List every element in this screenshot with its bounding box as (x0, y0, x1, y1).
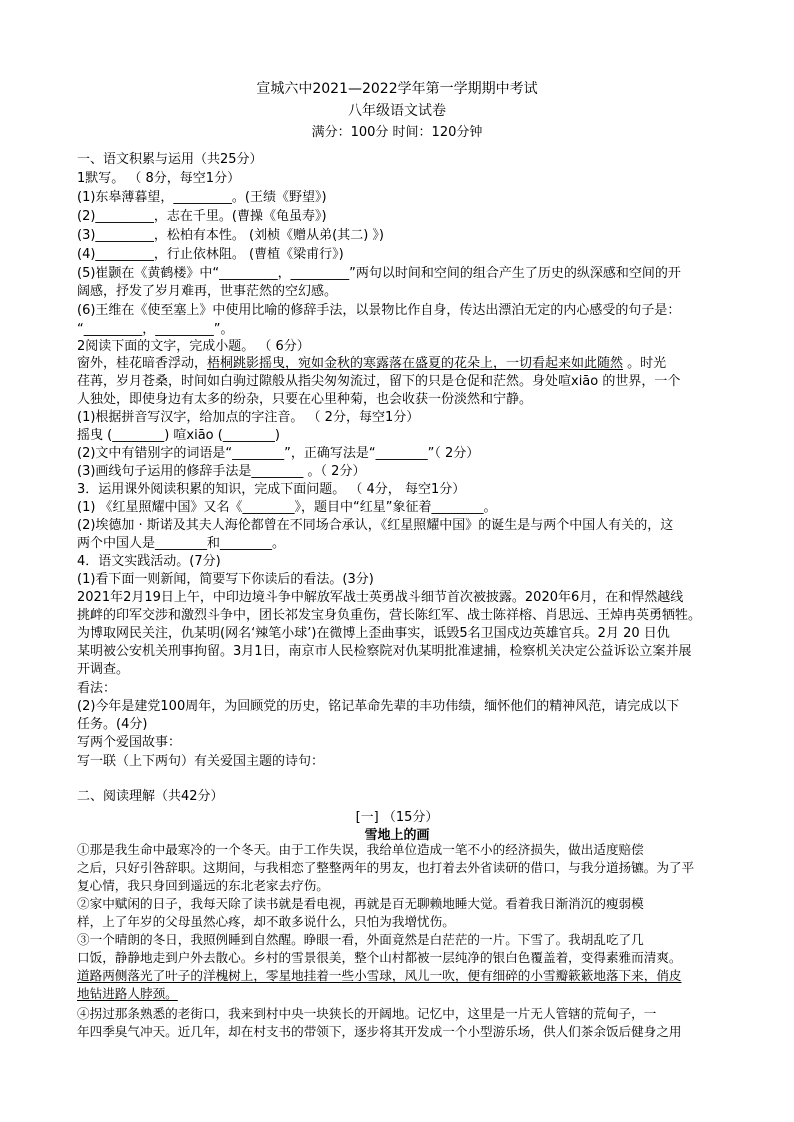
q3-line: 两个中国人是________和________。 (77, 536, 286, 551)
article-line: 年四季臭气冲天。近几年，却在村支书的带领下，逐步将其开发成一个小型游乐场，供人们茶余饭后健身之用 (77, 1024, 682, 1039)
q4-line: 为博取网民关注，仇某明(网名‘辣笔小球’)在微博上歪曲事实，诋毁5名卫国戍边英雄官兵。2月 20 日仇 (77, 626, 670, 641)
q1-line: 阔感，抒发了岁月难再，世事茫然的空幻感。 (77, 284, 338, 299)
q1-line: “_________，_________”。 (77, 322, 234, 337)
q1-line: (2)_________，志在千里。(曹操《龟虽寿》) (77, 209, 327, 224)
q4-line: 某明被公安机关刑事拘留。3月1日，南京市人民检察院对仇某明批准逮捕，检察机关决定公益诉讼立案并展 (77, 644, 692, 659)
q1-line: (3)_________，松柏有本性。 (刘桢《赠从弟(其二) 》) (77, 228, 384, 243)
q4-line: 任务。(4分) (77, 717, 148, 732)
article-line: ③一个晴朗的冬日，我照例睡到自然醒。睁眼一看，外面竟然是白茫茫的一片。下雪了。我胡乱吃了几 (77, 932, 644, 947)
underlined-article-line: 地钻进路人脖颈。 (77, 986, 178, 1001)
q2-title: 2阅读下面的文字，完成小题。 （ 6分） (77, 339, 310, 354)
section-label: [一] （15分） (355, 810, 439, 825)
q2-passage-line: 人独处，即使身边有太多的纷杂，只要在心里种菊，也会收获一份淡然和宁静。 (77, 392, 533, 407)
underlined-article-line: 道路两侧落光了叶子的洋槐树上，零星地挂着一些小雪球，风儿一吹，便有细碎的小雪瓣簌簌地落下来，俏皮 (77, 968, 682, 983)
q2-sub-line: 摇曳 (________) 喧xiāo (________) (77, 428, 280, 443)
q4-line: (1)看下面一则新闻，简要写下你读后的看法。(3分) (77, 572, 374, 587)
q2-sub-line: (2)文中有错别字的词语是“________”，正确写法是“________”（ 2分） (77, 446, 480, 461)
exam-title: 宣城六中2021—2022学年第一学期期中考试 (256, 81, 538, 97)
score-time: 满分：100分 时间：120分钟 (311, 125, 483, 140)
q1-line: (4)_________，行止依林阻。 (曹植《梁甫行》) (77, 247, 344, 262)
part1-heading: 一、语文积累与运用（共25分） (77, 152, 263, 167)
q3-line: (2)埃德加 · 斯诺及其夫人海伦都曾在不同场合承认，《红星照耀中国》的诞生是与两个中国人有关的，这 (77, 518, 674, 533)
article-line: ④拐过那条熟悉的老街口，我来到村中央一块狭长的开阔地。记忆中，这里是一片无人管辖的荒甸子，一 (77, 1006, 657, 1021)
article-line: 口饭，静静地走到户外去散心。乡村的雪景很美，整个山村都被一层纯净的银白色覆盖着，变得素雅而清爽。 (77, 950, 682, 965)
article-line: 之后，只好引咎辞职。这期间，与我相恋了整整两年的男友，也打着去外省读研的借口，与我分道扬镳。为了平 (77, 860, 695, 875)
exam-subtitle: 八年级语文试卷 (348, 103, 446, 119)
part2-heading: 二、阅读理解（共42分） (77, 789, 224, 804)
q4-line: 写两个爱国故事： (77, 735, 182, 750)
q1-title: 1默写。 （ 8分，每空1分） (77, 171, 241, 186)
q3-line: (1) 《红星照耀中国》又名《________》，题目中“红星”象征着________。 (77, 500, 497, 515)
underlined-sentence: 梧桐跳影摇曳，宛如金秋的寒露落在盛夏的花朵上，一切看起来如此随然 (207, 356, 624, 371)
article-line: 复心情，我只身回到遥远的东北老家去疗伤。 (77, 878, 329, 893)
q4-line: 开调查。 (77, 662, 130, 677)
q1-line: (6)王维在《使至塞上》中使用比喻的修辞手法，以景物比作自身，传达出漂泊无定的内心感受的句子是： (77, 303, 681, 318)
q3-line: 3．运用课外阅读积累的知识，完成下面问题。 （ 4分， 每空1分） (77, 482, 466, 497)
q2-passage-line (77, 356, 666, 372)
q4-line: 挑衅的印军交涉和激烈斗争中，团长祁发宝身负重伤，营长陈红军、战士陈祥榕、肖思远、王焯冉英勇牺牲。 (77, 608, 702, 623)
passage-text: 。时光 (623, 356, 667, 371)
article-line: ①那是我生命中最寒冷的一个冬天。由于工作失误，我给单位造成一笔不小的经济损失，做出适度赔偿 (77, 842, 644, 857)
passage-text: 窗外，桂花暗香浮动， (77, 356, 208, 371)
q2-sub-line: (1)根据拼音写汉字，给加点的字注音。 （ 2分，每空1分） (77, 410, 420, 425)
q4-line: 写一联（上下两句）有关爱国主题的诗句： (77, 754, 325, 769)
q4-line: (2)今年是建党100周年，为回顾党的历史，铭记革命先辈的丰功伟绩，缅怀他们的精神风范，请完成以下 (77, 699, 680, 714)
article-title: 雪地上的画 (364, 828, 430, 843)
q2-sub-line: (3)画线句子运用的修辞手法是________ 。（ 2分） (77, 464, 366, 479)
q1-line: (5)崔颢在《黄鹤楼》中“_________，_________”两句以时间和空间的组合产生了历史的纵深感和空间的开 (77, 266, 681, 281)
q4-line: 看法： (77, 681, 117, 696)
q2-passage-line: 荏苒，岁月苍桑，时间如白驹过隙般从指尖匆匆流过，留下的只是仓促和茫然。身处喧xiāo 的世界，一个 (77, 374, 681, 389)
q1-line: (1)东皋薄暮望，_________。(王绩《野望》) (77, 190, 327, 205)
q4-line: 2021年2月19日上午，中印边境斗争中解放军战士英勇战斗细节首次被披露。2020年6月，在和悍然越线 (77, 590, 684, 605)
q4-line: 4．语文实践活动。(7分) (77, 554, 221, 569)
article-line: 样，上了年岁的父母虽然心疼，却不敢多说什么，只怕为我增忧伤。 (77, 914, 455, 929)
article-line: ②家中赋闲的日子，我每天除了读书就是看电视，再就是百无聊赖地睡大觉。看着我日渐消沉的瘦弱模 (77, 896, 644, 911)
